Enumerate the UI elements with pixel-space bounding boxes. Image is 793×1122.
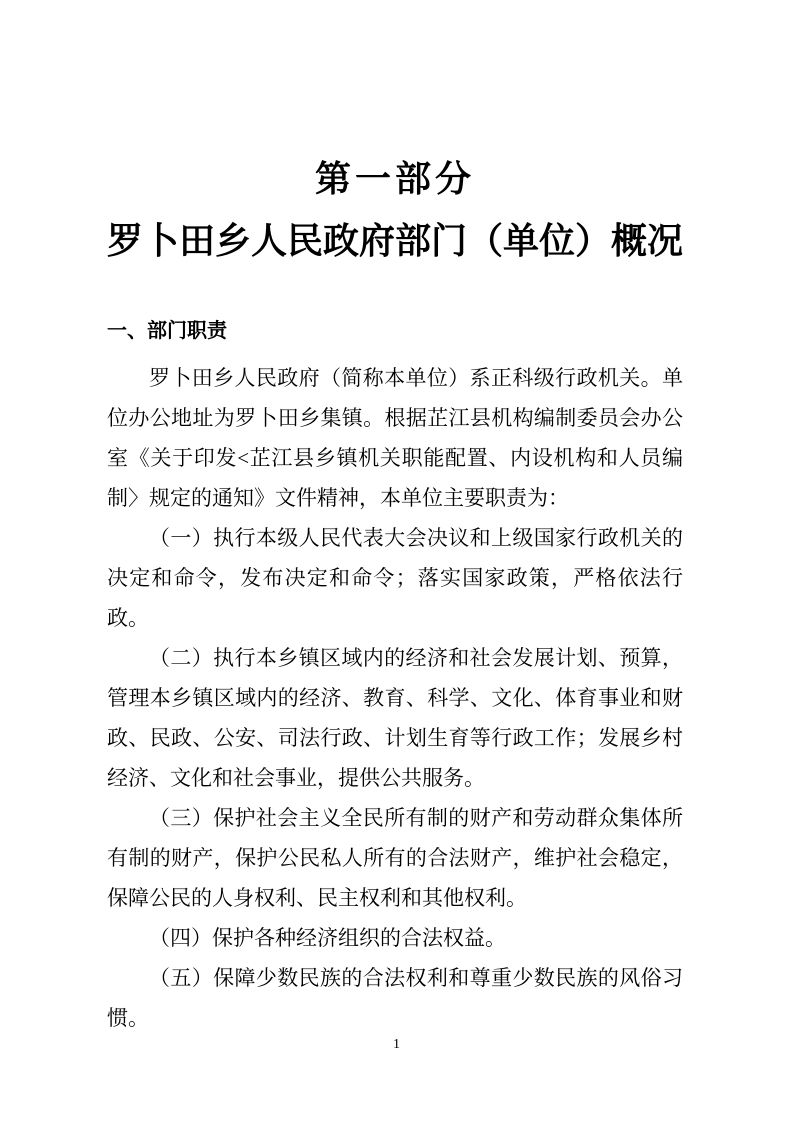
part-title: 第一部分 (314, 159, 475, 199)
title-block (107, 0, 683, 272)
paragraph-intro: 罗卜田乡人民政府（简称本单位）系正科级行政机关。单位办公地址为罗卜田乡集镇。根据芷江县机构编制委员会办公室《关于印发<芷江县乡镇机关职能配置、内设机构和人员编制〉规定的通知》文件精神，本单位主要职责为： (107, 366, 683, 510)
paragraph-duty-3: （三）保护社会主义全民所有制的财产和劳动群众集体所有制的财产，保护公民私人所有的合法财产，维护社会稳定，保障公民的人身权利、民主权利和其他权利。 (107, 806, 683, 910)
paragraph-duty-5: （五）保障少数民族的合法权利和尊重少数民族的风俗习惯。 (107, 966, 683, 1030)
page-number: 1 (393, 1037, 400, 1052)
paragraph-duty-1: （一）执行本级人民代表大会决议和上级国家行政机关的决定和命令，发布决定和命令；落实国家政策，严格依法行政。 (107, 526, 683, 630)
part-subtitle: 罗卜田乡人民政府部门（单位）概况 (107, 221, 684, 261)
paragraph-duty-2: （二）执行本乡镇区域内的经济和社会发展计划、预算，管理本乡镇区域内的经济、教育、科学、文化、体育事业和财政、民政、公安、司法行政、计划生育等行政工作；发展乡村经济、文化和社会事业，提供公共服务。 (107, 646, 683, 790)
paragraph-duty-4: （四）保护各种经济组织的合法权益。 (149, 926, 506, 950)
body-text (107, 358, 683, 1038)
section-heading-duties: 一、部门职责 (107, 320, 227, 342)
document-content (107, 0, 683, 1038)
page-footer (0, 1036, 793, 1054)
